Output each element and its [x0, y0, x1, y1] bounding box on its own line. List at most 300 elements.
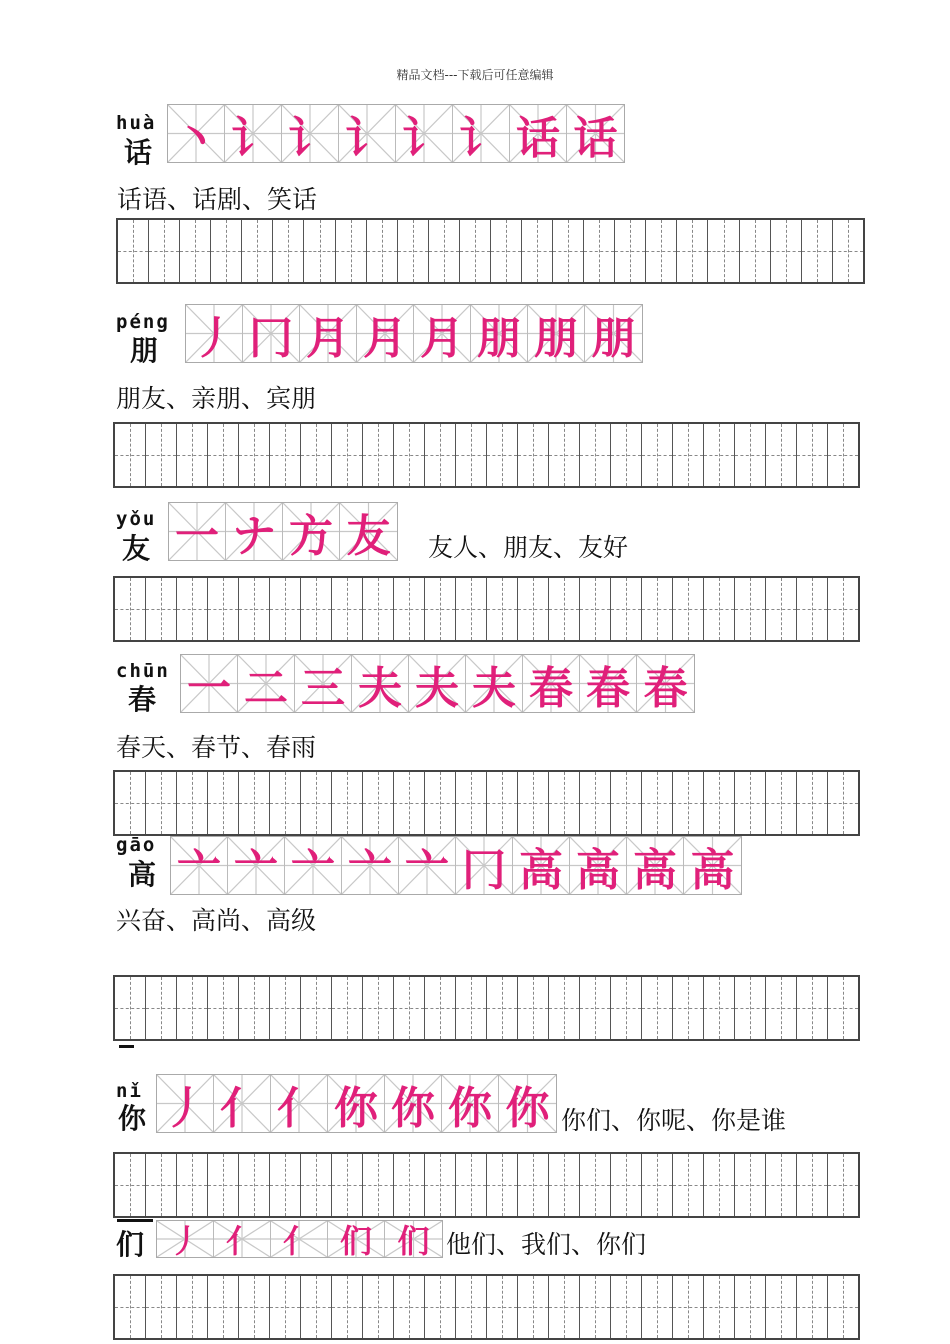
practice-cell[interactable]: [301, 772, 332, 834]
practice-cell[interactable]: [766, 424, 797, 486]
practice-cell[interactable]: [642, 1154, 673, 1216]
stroke-step-cell: [637, 655, 694, 712]
practice-cell[interactable]: [208, 578, 239, 640]
stroke-step-cell: [228, 837, 285, 894]
character-label: 你: [118, 1102, 147, 1135]
stroke-order-strip: [168, 502, 398, 561]
practice-cell[interactable]: [735, 772, 766, 834]
practice-cell[interactable]: [239, 977, 270, 1039]
practice-cell[interactable]: [394, 424, 425, 486]
practice-cell[interactable]: [208, 1154, 239, 1216]
example-words: 春天、春节、春雨: [116, 733, 317, 762]
practice-cell[interactable]: [332, 1276, 363, 1338]
example-words: 他们、我们、你们: [446, 1230, 647, 1259]
practice-cell[interactable]: [673, 1154, 704, 1216]
practice-cell[interactable]: [208, 1276, 239, 1338]
stroke-step: 一: [175, 510, 219, 560]
practice-cell[interactable]: [828, 578, 858, 640]
practice-cell[interactable]: [584, 220, 615, 282]
pinyin-label: nǐ: [116, 1080, 143, 1102]
practice-cell[interactable]: [549, 1154, 580, 1216]
practice-cell[interactable]: [673, 578, 704, 640]
practice-cell[interactable]: [429, 220, 460, 282]
practice-cell[interactable]: [332, 772, 363, 834]
practice-cell[interactable]: [146, 977, 177, 1039]
practice-cell[interactable]: [797, 424, 828, 486]
practice-cell[interactable]: [332, 424, 363, 486]
character-label: 话: [124, 136, 153, 169]
pinyin-label: yǒu: [116, 508, 157, 530]
practice-cell[interactable]: [549, 578, 580, 640]
stroke-step-cell: [157, 1221, 214, 1257]
practice-cell[interactable]: [208, 977, 239, 1039]
practice-cell[interactable]: [642, 578, 673, 640]
practice-cell[interactable]: [118, 220, 149, 282]
stroke-step-cell: [328, 1075, 385, 1132]
practice-cell[interactable]: [425, 578, 456, 640]
practice-cell[interactable]: [394, 578, 425, 640]
stroke-step-cell: [181, 655, 238, 712]
practice-cell[interactable]: [580, 977, 611, 1039]
stroke-step-cell: [339, 105, 396, 162]
stroke-step-cell: [171, 837, 228, 894]
practice-cell[interactable]: [549, 772, 580, 834]
practice-cell[interactable]: [363, 578, 394, 640]
stroke-step: 亠: [177, 844, 221, 894]
practice-grid: [113, 1274, 860, 1340]
stroke-step: 朋: [477, 312, 521, 362]
practice-cell[interactable]: [363, 1276, 394, 1338]
stroke-step: 讠: [402, 112, 446, 162]
example-words: 友人、朋友、友好: [428, 533, 629, 562]
stroke-step: 亻: [220, 1082, 264, 1132]
practice-cell[interactable]: [553, 220, 584, 282]
practice-cell[interactable]: [177, 578, 208, 640]
stroke-order-strip: [170, 836, 742, 895]
practice-cell[interactable]: [394, 977, 425, 1039]
stroke-step-cell: [157, 1075, 214, 1132]
practice-cell[interactable]: [177, 1154, 208, 1216]
practice-cell[interactable]: [456, 1154, 487, 1216]
practice-cell[interactable]: [580, 1154, 611, 1216]
practice-cell[interactable]: [766, 1154, 797, 1216]
practice-cell[interactable]: [180, 220, 211, 282]
pinyin-label: péng: [116, 311, 170, 333]
practice-cell[interactable]: [363, 772, 394, 834]
stroke-order-strip: [180, 654, 695, 713]
practice-cell[interactable]: [456, 578, 487, 640]
practice-cell[interactable]: [239, 578, 270, 640]
stroke-step-cell: [340, 503, 397, 560]
stroke-step-cell: [385, 1075, 442, 1132]
stroke-step-cell: [570, 837, 627, 894]
practice-cell[interactable]: [177, 772, 208, 834]
practice-cell[interactable]: [704, 424, 735, 486]
practice-cell[interactable]: [580, 578, 611, 640]
practice-cell[interactable]: [398, 220, 429, 282]
stroke-step: ナ: [232, 510, 276, 560]
stroke-step-cell: [399, 837, 456, 894]
practice-cell[interactable]: [115, 772, 146, 834]
stroke-step-cell: [214, 1075, 271, 1132]
practice-cell[interactable]: [487, 1276, 518, 1338]
stroke-step: 亻: [282, 1222, 315, 1257]
stroke-order-strip: [156, 1074, 557, 1133]
practice-cell[interactable]: [797, 578, 828, 640]
practice-cell[interactable]: [304, 220, 335, 282]
character-label: 友: [122, 532, 151, 565]
practice-cell[interactable]: [270, 772, 301, 834]
stroke-step-cell: [442, 1075, 499, 1132]
character-label: 春: [128, 683, 157, 716]
practice-cell[interactable]: [363, 424, 394, 486]
practice-cell[interactable]: [677, 220, 708, 282]
stroke-step: 亠: [234, 844, 278, 894]
practice-cell[interactable]: [425, 1276, 456, 1338]
stroke-step-cell: [282, 105, 339, 162]
pinyin-label: gāo: [116, 834, 157, 856]
stroke-step-cell: [627, 837, 684, 894]
stroke-step: 亻: [225, 1222, 258, 1257]
practice-cell[interactable]: [735, 977, 766, 1039]
stroke-step: 高: [690, 844, 735, 894]
practice-cell[interactable]: [611, 424, 642, 486]
practice-cell[interactable]: [367, 220, 398, 282]
stroke-step: 春: [586, 662, 630, 712]
stroke-step-cell: [328, 1221, 385, 1257]
practice-cell[interactable]: [115, 578, 146, 640]
stray-mark: [119, 1045, 134, 1048]
stroke-step-cell: [271, 1221, 328, 1257]
stroke-step: 讠: [231, 112, 275, 162]
practice-cell[interactable]: [211, 220, 242, 282]
stroke-step-cell: [528, 305, 585, 362]
stroke-step: 丿: [192, 312, 236, 362]
stroke-step-cell: [385, 1221, 442, 1257]
practice-cell[interactable]: [456, 1276, 487, 1338]
practice-cell[interactable]: [146, 1154, 177, 1216]
practice-cell[interactable]: [580, 1276, 611, 1338]
practice-cell[interactable]: [332, 1154, 363, 1216]
stroke-step: 夫: [415, 662, 459, 712]
stroke-step: 你: [448, 1082, 492, 1132]
pinyin-label: chūn: [116, 660, 170, 682]
stroke-step: 高: [576, 844, 620, 894]
practice-cell[interactable]: [766, 1276, 797, 1338]
practice-cell[interactable]: [425, 1154, 456, 1216]
practice-cell[interactable]: [735, 424, 766, 486]
practice-cell[interactable]: [766, 772, 797, 834]
practice-cell[interactable]: [425, 424, 456, 486]
practice-cell[interactable]: [301, 1276, 332, 1338]
practice-cell[interactable]: [708, 220, 739, 282]
stroke-step: 月: [420, 312, 464, 362]
practice-cell[interactable]: [115, 1154, 146, 1216]
stroke-step-cell: [453, 105, 510, 162]
practice-cell[interactable]: [177, 1276, 208, 1338]
practice-cell[interactable]: [242, 220, 273, 282]
practice-cell[interactable]: [115, 424, 146, 486]
practice-cell[interactable]: [239, 772, 270, 834]
stroke-step-cell: [414, 305, 471, 362]
stroke-step: 春: [529, 662, 573, 712]
practice-cell[interactable]: [301, 578, 332, 640]
stroke-step: 亠: [405, 844, 449, 894]
stroke-step-cell: [523, 655, 580, 712]
practice-cell[interactable]: [771, 220, 802, 282]
practice-cell[interactable]: [704, 772, 735, 834]
practice-cell[interactable]: [208, 424, 239, 486]
practice-cell[interactable]: [363, 977, 394, 1039]
stroke-step-cell: [285, 837, 342, 894]
practice-cell[interactable]: [487, 1154, 518, 1216]
practice-cell[interactable]: [208, 772, 239, 834]
stroke-step-cell: [283, 503, 340, 560]
stroke-step: 冂: [249, 312, 293, 362]
stroke-step-cell: [510, 105, 567, 162]
practice-cell[interactable]: [549, 977, 580, 1039]
practice-cell[interactable]: [146, 578, 177, 640]
character-label: 朋: [130, 334, 159, 367]
practice-grid: [113, 422, 860, 488]
practice-cell[interactable]: [270, 1154, 301, 1216]
practice-cell[interactable]: [487, 424, 518, 486]
practice-cell[interactable]: [487, 578, 518, 640]
practice-cell[interactable]: [611, 578, 642, 640]
practice-cell[interactable]: [332, 977, 363, 1039]
practice-cell[interactable]: [549, 424, 580, 486]
practice-cell[interactable]: [828, 1276, 858, 1338]
practice-cell[interactable]: [642, 424, 673, 486]
practice-cell[interactable]: [239, 1154, 270, 1216]
stroke-step: 二: [244, 662, 288, 712]
stroke-step-cell: [580, 655, 637, 712]
practice-cell[interactable]: [833, 220, 863, 282]
stroke-step-cell: [684, 837, 741, 894]
practice-cell[interactable]: [336, 220, 367, 282]
character-label: 高: [128, 858, 157, 891]
stroke-step-cell: [271, 1075, 328, 1132]
practice-cell[interactable]: [673, 1276, 704, 1338]
practice-cell[interactable]: [735, 1276, 766, 1338]
practice-cell[interactable]: [270, 578, 301, 640]
stroke-step: 丿: [163, 1082, 207, 1132]
stroke-step: 们: [339, 1222, 372, 1257]
stray-mark: [117, 1219, 153, 1222]
practice-cell[interactable]: [549, 1276, 580, 1338]
stroke-step: 亠: [291, 844, 335, 894]
stroke-step-cell: [466, 655, 523, 712]
stroke-step-cell: [471, 305, 528, 362]
practice-cell[interactable]: [394, 1276, 425, 1338]
stroke-step: 你: [334, 1082, 378, 1132]
practice-cell[interactable]: [828, 977, 858, 1039]
practice-cell[interactable]: [522, 220, 553, 282]
stroke-step: 冂: [462, 844, 506, 894]
practice-cell[interactable]: [611, 1276, 642, 1338]
practice-cell[interactable]: [828, 1154, 858, 1216]
practice-cell[interactable]: [673, 772, 704, 834]
stroke-step: 方: [289, 510, 333, 560]
practice-grid: [113, 1152, 860, 1218]
stroke-step: 三: [301, 662, 345, 712]
practice-cell[interactable]: [487, 772, 518, 834]
character-label: 们: [116, 1228, 145, 1261]
practice-cell[interactable]: [797, 1276, 828, 1338]
practice-cell[interactable]: [766, 578, 797, 640]
practice-cell[interactable]: [704, 977, 735, 1039]
practice-cell[interactable]: [704, 1276, 735, 1338]
stroke-step: 亻: [277, 1082, 321, 1132]
practice-cell[interactable]: [177, 977, 208, 1039]
practice-cell[interactable]: [580, 424, 611, 486]
stroke-step: 丶: [174, 112, 218, 162]
stroke-step: 你: [505, 1082, 550, 1132]
practice-cell[interactable]: [270, 977, 301, 1039]
stroke-step-cell: [238, 655, 295, 712]
practice-cell[interactable]: [642, 1276, 673, 1338]
practice-cell[interactable]: [518, 977, 549, 1039]
stroke-order-strip: [156, 1220, 443, 1258]
practice-cell[interactable]: [646, 220, 677, 282]
stroke-step-cell: [214, 1221, 271, 1257]
practice-cell[interactable]: [270, 1276, 301, 1338]
practice-cell[interactable]: [146, 772, 177, 834]
practice-cell[interactable]: [487, 977, 518, 1039]
practice-cell[interactable]: [740, 220, 771, 282]
practice-grid: [116, 218, 865, 284]
stroke-step: 丿: [168, 1222, 201, 1257]
practice-cell[interactable]: [363, 1154, 394, 1216]
practice-cell[interactable]: [802, 220, 833, 282]
stroke-order-strip: [185, 304, 643, 363]
stroke-step: 亠: [348, 844, 392, 894]
practice-cell[interactable]: [177, 424, 208, 486]
stroke-step-cell: [186, 305, 243, 362]
stroke-step-cell: [225, 105, 282, 162]
practice-grid: [113, 975, 860, 1041]
practice-cell[interactable]: [673, 424, 704, 486]
stroke-step-cell: [168, 105, 225, 162]
practice-cell[interactable]: [115, 1276, 146, 1338]
stroke-step: 友: [346, 510, 391, 560]
practice-cell[interactable]: [580, 772, 611, 834]
practice-cell[interactable]: [828, 424, 858, 486]
stroke-step: 你: [391, 1082, 435, 1132]
stroke-step: 话: [573, 112, 618, 162]
practice-cell[interactable]: [673, 977, 704, 1039]
stroke-step-cell: [456, 837, 513, 894]
practice-cell[interactable]: [797, 1154, 828, 1216]
practice-cell[interactable]: [460, 220, 491, 282]
practice-cell[interactable]: [518, 1276, 549, 1338]
stroke-step-cell: [300, 305, 357, 362]
stroke-step: 夫: [472, 662, 516, 712]
stroke-order-strip: [167, 104, 625, 163]
practice-cell[interactable]: [301, 424, 332, 486]
pinyin-label: huà: [116, 112, 157, 134]
stroke-step: 月: [306, 312, 350, 362]
stroke-step-cell: [295, 655, 352, 712]
stroke-step-cell: [567, 105, 624, 162]
practice-grid: [113, 770, 860, 836]
practice-cell[interactable]: [239, 424, 270, 486]
stroke-step: 话: [516, 112, 560, 162]
practice-cell[interactable]: [518, 1154, 549, 1216]
practice-cell[interactable]: [611, 977, 642, 1039]
example-words: 朋友、亲朋、宾朋: [116, 384, 317, 413]
practice-cell[interactable]: [491, 220, 522, 282]
practice-cell[interactable]: [394, 1154, 425, 1216]
practice-cell[interactable]: [270, 424, 301, 486]
practice-cell[interactable]: [273, 220, 304, 282]
practice-cell[interactable]: [766, 977, 797, 1039]
practice-cell[interactable]: [456, 977, 487, 1039]
example-words: 你们、你呢、你是谁: [561, 1106, 787, 1135]
stroke-step-cell: [357, 305, 414, 362]
stroke-step: 讠: [345, 112, 389, 162]
stroke-step-cell: [352, 655, 409, 712]
practice-cell[interactable]: [518, 772, 549, 834]
practice-cell[interactable]: [615, 220, 646, 282]
practice-cell[interactable]: [735, 578, 766, 640]
example-words: 话语、话剧、笑话: [117, 185, 318, 214]
practice-cell[interactable]: [239, 1276, 270, 1338]
practice-cell[interactable]: [518, 578, 549, 640]
practice-cell[interactable]: [797, 977, 828, 1039]
practice-cell[interactable]: [518, 424, 549, 486]
stroke-step: 朋: [591, 312, 636, 362]
stroke-step: 月: [363, 312, 407, 362]
stroke-step-cell: [169, 503, 226, 560]
practice-cell[interactable]: [332, 578, 363, 640]
practice-cell[interactable]: [115, 977, 146, 1039]
stroke-step: 春: [643, 662, 688, 712]
practice-cell[interactable]: [425, 772, 456, 834]
practice-cell[interactable]: [735, 1154, 766, 1216]
stroke-step-cell: [513, 837, 570, 894]
practice-cell[interactable]: [642, 772, 673, 834]
practice-cell[interactable]: [456, 424, 487, 486]
practice-cell[interactable]: [301, 1154, 332, 1216]
practice-cell[interactable]: [611, 1154, 642, 1216]
stroke-step-cell: [499, 1075, 556, 1132]
practice-cell[interactable]: [704, 578, 735, 640]
practice-cell[interactable]: [642, 977, 673, 1039]
stroke-step: 一: [187, 662, 231, 712]
page-header: 精品文档---下载后可任意编辑: [396, 68, 554, 82]
example-words: 兴奋、高尚、高级: [116, 906, 317, 935]
practice-cell[interactable]: [425, 977, 456, 1039]
stroke-step-cell: [226, 503, 283, 560]
practice-cell[interactable]: [456, 772, 487, 834]
practice-cell[interactable]: [797, 772, 828, 834]
practice-cell[interactable]: [828, 772, 858, 834]
stroke-step-cell: [396, 105, 453, 162]
practice-cell[interactable]: [146, 424, 177, 486]
stroke-step: 讠: [459, 112, 503, 162]
practice-cell[interactable]: [704, 1154, 735, 1216]
practice-cell[interactable]: [394, 772, 425, 834]
stroke-step-cell: [243, 305, 300, 362]
practice-cell[interactable]: [301, 977, 332, 1039]
stroke-step: 朋: [534, 312, 578, 362]
stroke-step: 高: [519, 844, 563, 894]
practice-cell[interactable]: [611, 772, 642, 834]
stroke-step: 讠: [288, 112, 332, 162]
practice-cell[interactable]: [149, 220, 180, 282]
practice-cell[interactable]: [146, 1276, 177, 1338]
